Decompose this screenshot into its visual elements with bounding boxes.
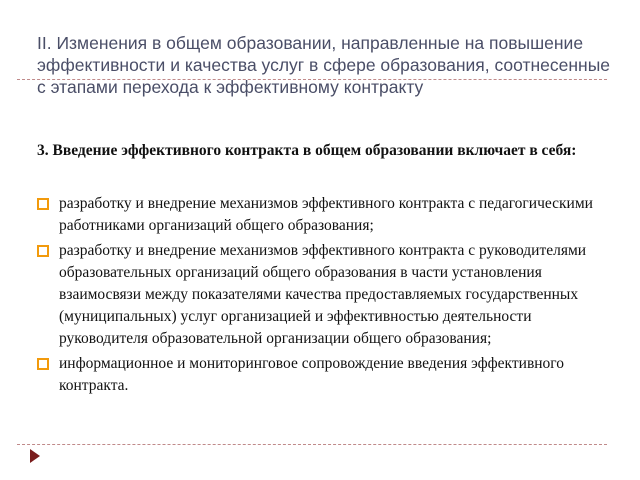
footer-divider <box>17 444 607 445</box>
bullet-text: разработку и внедрение механизмов эффективного контракта с руководителями образовательных организаций общего образования в части установления взаимосвязи между показателями качества предоставляемых государственных (муниципальных) услуг организацией и эффективностью деятельности руководителя образовательной организации общего образования; <box>59 242 587 347</box>
bullet-item <box>37 193 607 237</box>
bullet-item <box>37 240 607 350</box>
square-bullet-icon <box>37 245 49 257</box>
square-bullet-icon <box>37 198 49 210</box>
square-bullet-icon <box>37 358 49 370</box>
bullet-list <box>37 193 607 397</box>
section-heading: 3. Введение эффективного контракта в общем образовании включает в себя: <box>37 142 577 159</box>
triangle-right-arrow-icon[interactable] <box>30 449 40 463</box>
bullet-text: разработку и внедрение механизмов эффективного контракта с педагогическими работниками организаций общего образования; <box>59 195 593 234</box>
slide-content <box>37 140 607 400</box>
bullet-text: информационное и мониторинговое сопровождение введения эффективного контракта. <box>59 355 565 394</box>
slide-title: II. Изменения в общем образовании, направленные на повышение эффективности и качества услуг в сфере образования, соотнесенные с этапами перехода к эффективному контракту <box>37 33 611 97</box>
bullet-item <box>37 353 607 397</box>
title-divider <box>17 79 607 80</box>
